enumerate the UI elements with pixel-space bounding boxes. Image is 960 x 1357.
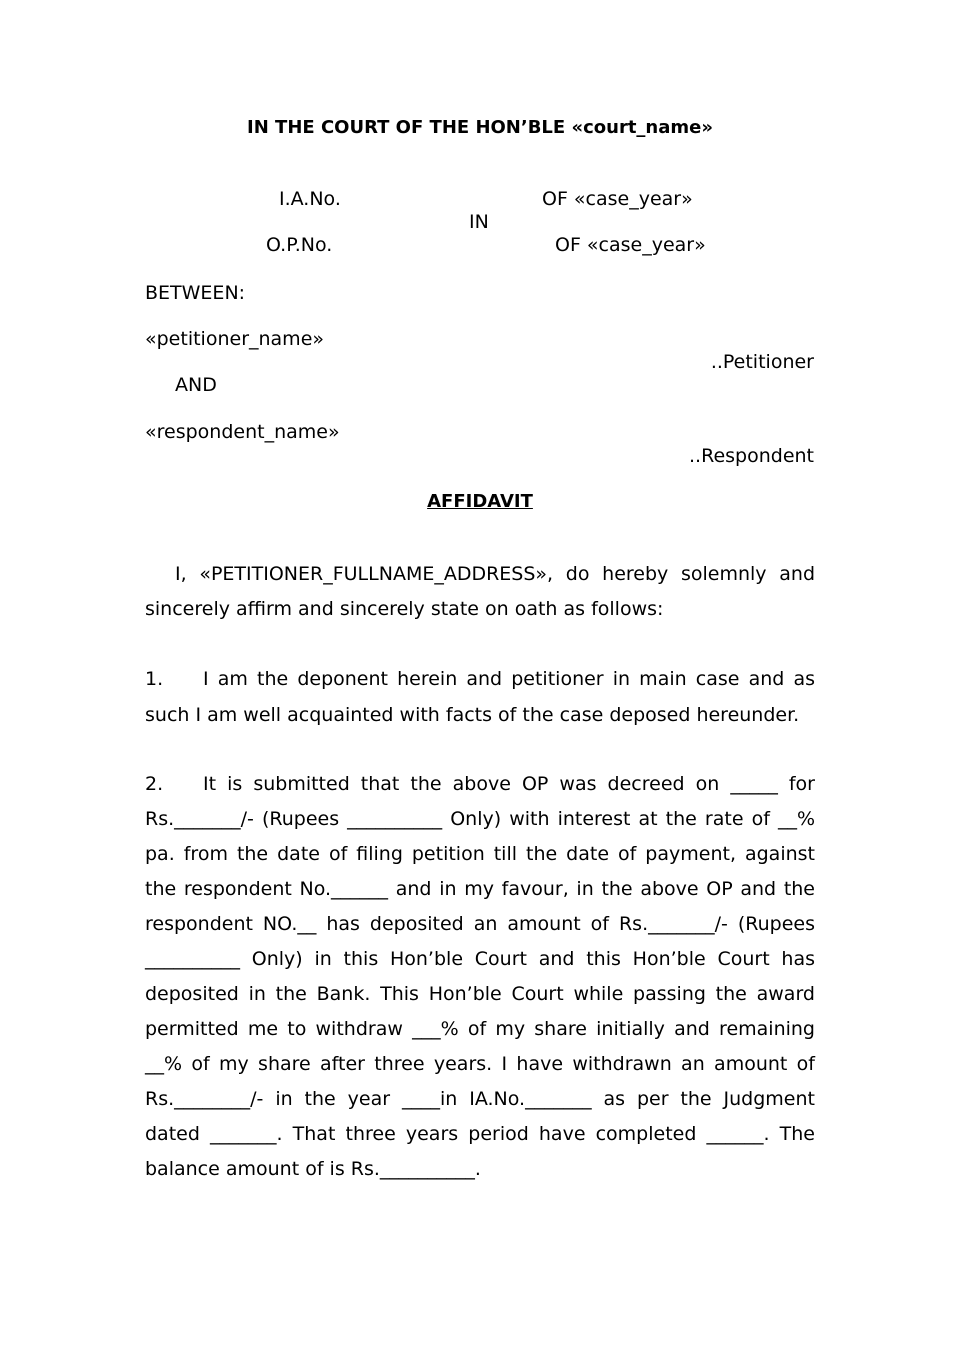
respondent-role: ..Respondent — [689, 445, 814, 467]
ia-number-label: I.A.No. — [279, 188, 341, 210]
affidavit-intro: I, «PETITIONER_FULLNAME_ADDRESS», do hereby solemnly and sincerely affirm and sincerely state on oath as follows: — [145, 563, 815, 620]
paragraph-1-number: 1. — [145, 668, 164, 690]
paragraph-2-text: It is submitted that the above OP was decreed on _____ for Rs._______/- (Rupees __________ Only) with interest at the rate of __% pa. from the date of filing petition till the date of payment, against the respondent No.______ and in my favour, in the above OP and the respondent NO.__ has deposited an amount of Rs._______/- (Rupees __________ Only) in this Hon’ble Court and this Hon’ble Court has deposited in the Bank. This Hon’ble Court while passing the award permitted me to withdraw ___% of my share initially and remaining __% of my share after three years. I have withdrawn an amount of Rs.________/- in the year ____in IA.No._______ as per the Judgment dated _______. That three years period have completed ______. The balance amount of is Rs.__________. — [145, 773, 815, 1180]
respondent-name: «respondent_name» — [145, 421, 340, 443]
ia-case-year: OF «case_year» — [542, 188, 693, 210]
paragraph-2-number: 2. — [145, 773, 164, 795]
petitioner-role: ..Petitioner — [710, 351, 814, 373]
op-case-year: OF «case_year» — [555, 234, 706, 256]
op-number-label: O.P.No. — [266, 234, 333, 256]
paragraph-2 — [145, 767, 815, 1187]
and-label: AND — [175, 374, 217, 396]
between-label: BETWEEN: — [145, 282, 246, 304]
petitioner-name: «petitioner_name» — [145, 328, 325, 350]
in-label: IN — [469, 211, 489, 233]
paragraph-1-text: I am the deponent herein and petitioner in main case and as such I am well acquainted with facts of the case deposed hereunder. — [145, 668, 815, 726]
paragraph-1 — [145, 661, 815, 733]
court-title: IN THE COURT OF THE HON’BLE «court_name» — [247, 117, 713, 138]
affidavit-heading: AFFIDAVIT — [427, 491, 533, 512]
